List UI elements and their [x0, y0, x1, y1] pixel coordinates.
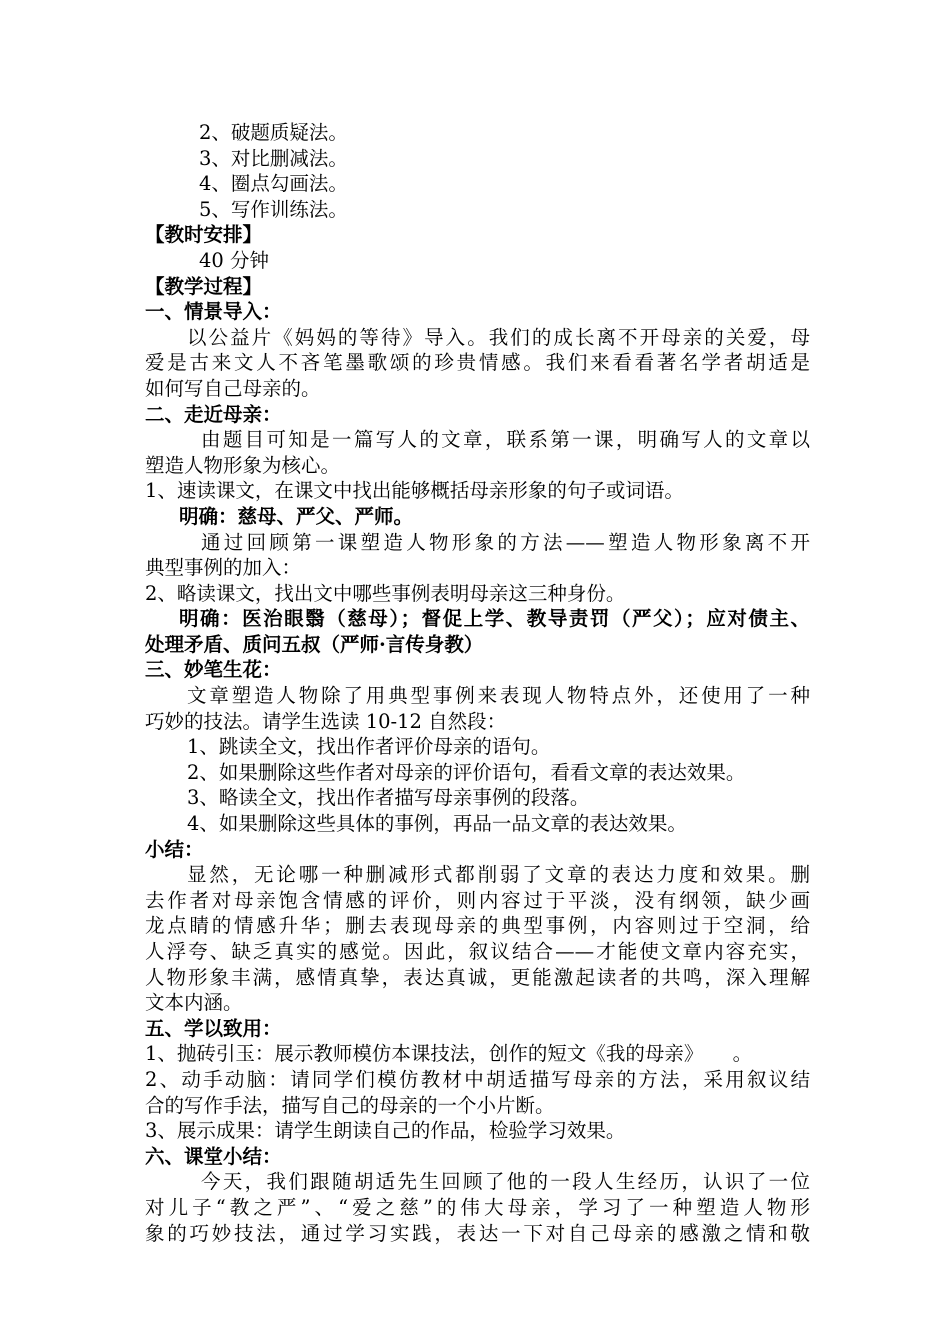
document-body — [145, 120, 810, 1246]
answer-line: 处理矛盾、质问五叔（严师·言传身教） — [145, 632, 484, 656]
method-item: 3、对比删减法。 — [199, 146, 348, 170]
section-heading-apply: 五、学以致用： — [145, 1016, 282, 1040]
paragraph-line: 人浮夸、缺乏真实的感觉。因此，叙议结合——才能使文章内容充实， — [145, 940, 810, 963]
method-item: 2、破题质疑法。 — [199, 121, 348, 144]
paragraph-line: 如何写自己母亲的。 — [145, 376, 321, 400]
task-item: 3、略读全文，找出作者描写母亲事例的段落。 — [187, 786, 590, 810]
paragraph-line: 龙点睛的情感升华；删去表现母亲的典型事例，内容则过于空洞，给 — [145, 914, 810, 938]
question-line: 1、速读课文，在课文中找出能够概括母亲形象的句子或词语。 — [145, 479, 684, 503]
task-item: 2、动手动脑：请同学们模仿教材中胡适描写母亲的方法，采用叙议结 — [145, 1067, 810, 1091]
paragraph-line: 以公益片《妈妈的等待》导入。我们的成长离不开母亲的关爱，母 — [187, 325, 810, 349]
section-heading-intro: 一、情景导入： — [145, 300, 282, 324]
method-item: 4、圈点勾画法。 — [199, 172, 348, 196]
paragraph-line: 由题目可知是一篇写人的文章，联系第一课，明确写人的文章以 — [201, 428, 810, 452]
paragraph-line: 通过回顾第一课塑造人物形象的方法——塑造人物形象离不开 — [201, 530, 810, 554]
answer-line: 明确：慈母、严父、严师。 — [179, 504, 414, 528]
section-heading-conclusion: 六、课堂小结： — [145, 1144, 282, 1168]
schedule-value: 40 分钟 — [199, 248, 270, 272]
schedule-heading: 【教时安排】 — [145, 223, 263, 247]
paragraph-line: 文章塑造人物除了用典型事例来表现人物特点外，还使用了一种 — [187, 684, 810, 708]
task-item: 1、抛砖引玉：展示教师模仿本课技法，创作的短文《我的母亲》 。 — [145, 1042, 753, 1066]
paragraph-line: 对儿子“教之严”、“爱之慈”的伟大母亲，学习了一种塑造人物形 — [145, 1195, 810, 1219]
task-item: 1、跳读全文，找出作者评价母亲的语句。 — [187, 735, 551, 759]
paragraph-line: 象的巧妙技法，通过学习实践，表达一下对自己母亲的感激之情和敬 — [145, 1221, 810, 1245]
method-item: 5、写作训练法。 — [199, 197, 348, 221]
section-heading-writing: 三、妙笔生花： — [145, 658, 282, 682]
paragraph-line: 爱是古来文人不吝笔墨歌颂的珍贵情感。我们来看看著名学者胡适是 — [145, 351, 810, 375]
task-item: 合的写作手法，描写自己的母亲的一个小片断。 — [145, 1093, 555, 1117]
paragraph-line: 典型事例的加入： — [145, 556, 302, 580]
question-line: 2、略读课文，找出文中哪些事例表明母亲这三种身份。 — [145, 581, 626, 605]
paragraph-line: 显然，无论哪一种删减形式都削弱了文章的表达力度和效果。删 — [187, 863, 810, 887]
paragraph-line: 去作者对母亲饱含情感的评价，则内容过于平淡，没有纲领，缺少画 — [145, 888, 810, 912]
task-item: 3、展示成果：请学生朗读自己的作品，检验学习效果。 — [145, 1119, 626, 1143]
task-item: 4、如果删除这些具体的事例，再品一品文章的表达效果。 — [187, 812, 687, 836]
summary-heading: 小结： — [145, 837, 204, 861]
section-heading-mother: 二、走近母亲： — [145, 402, 282, 426]
paragraph-line: 今天，我们跟随胡适先生回顾了他的一段人生经历，认识了一位 — [201, 1170, 810, 1194]
paragraph-line: 巧妙的技法。请学生选读 10-12 自然段： — [145, 709, 507, 733]
answer-line: 明确：医治眼翳（慈母）；督促上学、教导责罚（严父）；应对债主、 — [179, 607, 810, 631]
paragraph-line: 塑造人物形象为核心。 — [145, 453, 341, 477]
paragraph-line: 人物形象丰满，感情真挚，表达真诚，更能激起读者的共鸣，深入理解 — [145, 965, 810, 989]
task-item: 2、如果删除这些作者对母亲的评价语句，看看文章的表达效果。 — [187, 760, 746, 784]
paragraph-line: 文本内涵。 — [145, 991, 243, 1015]
process-heading: 【教学过程】 — [145, 274, 263, 298]
